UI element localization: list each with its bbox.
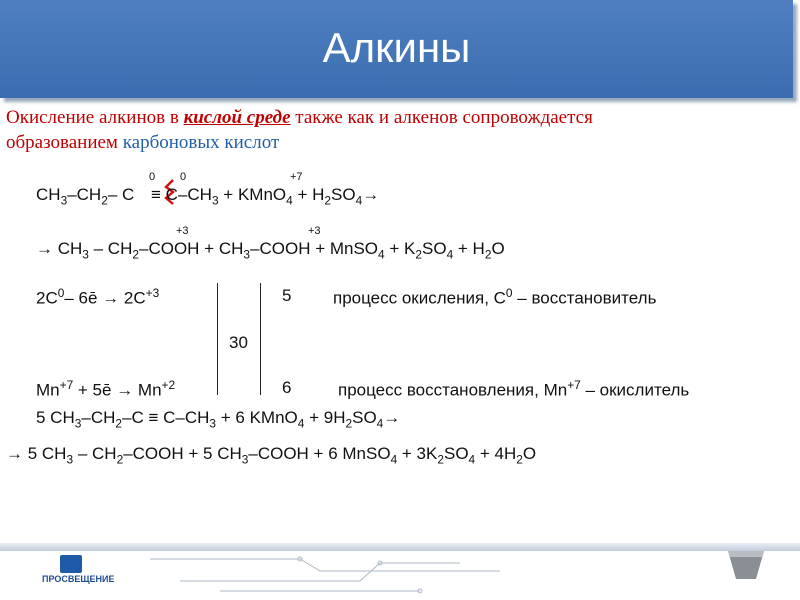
intro-line-1 [6,105,593,130]
formula-part: – CH [73,444,117,463]
formula-part: + 4H [475,444,517,463]
intro-emphasis: кислой среде [183,107,291,128]
subscript: 3 [66,452,74,467]
subscript: 4 [468,452,476,467]
formula-part: SO [331,185,356,204]
subscript: 3 [74,416,82,431]
description-part: – восстановитель [512,288,657,308]
superscript: +3 [145,286,160,300]
superscript: 0 [57,286,65,300]
arrow: → [383,408,401,427]
circuit-decoration [0,551,800,600]
subscript: 4 [376,416,384,431]
formula-part: + 9H [304,408,346,427]
reaction-1 [36,185,379,207]
formula-part: –COOH + 5 CH [123,444,242,463]
formula-part: + K [384,239,416,258]
formula-part: SO [422,239,447,258]
formula-part: –C ≡ C–CH [122,408,210,427]
triple-bond: ≡ [151,185,161,204]
subscript: 2 [345,416,353,431]
final-reactants [36,408,400,430]
formula-part: –CH [67,185,102,204]
intro-text-part: также как и алкенов сопровождается [290,107,593,128]
superscript: +7 [59,378,74,392]
formula-part: + H [453,239,485,258]
formula-part: –COOH + CH [139,239,244,258]
formula-part: + 6 KMnO [216,408,298,427]
publisher-logo-text: ПРОСВЕЩЕНИЕ [42,574,115,584]
subscript: 2 [101,193,108,208]
subscript: 4 [390,452,398,467]
description-part: – окислитель [580,380,690,400]
intro-line-2 [6,130,593,155]
subscript: 4 [355,193,363,208]
formula-part: O [522,444,537,463]
subscript: 2 [115,416,122,431]
subscript: 2 [484,247,492,262]
formula-part: O [491,239,505,258]
superscript: 0 [505,286,513,300]
subscript: 4 [286,193,293,208]
formula-part: – C [107,185,140,204]
intro-text [6,105,593,155]
description-part: процесс окисления, С [333,288,506,308]
superscript: +2 [161,378,176,392]
intro-highlight: карбоновых кислот [122,132,280,153]
formula-part: SO [352,408,377,427]
subscript: 2 [132,247,139,262]
formula-part: –COOH + MnSO [250,239,379,258]
subscript: 4 [446,247,454,262]
arrow: → [362,185,380,204]
subscript: 2 [516,452,523,467]
reduction-description [338,378,689,401]
ox-state: +3 [308,225,321,237]
logo-icon [60,555,82,573]
subscript: 3 [60,193,68,208]
balance-divider-right [260,283,261,395]
ox-state: +3 [176,225,189,237]
title-bar [0,0,793,98]
subscript: 3 [82,247,89,262]
subscript: 4 [378,247,385,262]
formula-part: SO [443,444,469,463]
oxidation-description [333,286,656,309]
formula-part: → CH [36,239,83,258]
formula-part: → 5 CH [6,444,67,463]
footer-band [0,543,800,551]
subscript: 2 [437,452,444,467]
formula-part: + 3K [397,444,438,463]
subscript: 2 [415,247,422,262]
formula-part: + 5ē → Mn [73,380,162,400]
formula-part: 2C [36,288,58,308]
formula-part: CH [36,185,61,204]
formula-part: – CH [88,239,133,258]
subscript: 3 [241,452,249,467]
balance-divider-left [217,283,218,395]
nav-trapezoid-button[interactable] [726,547,766,581]
subscript: 2 [116,452,124,467]
half-reaction-reduction [36,378,175,401]
ox-state: 0 [180,171,187,183]
ox-state: +7 [290,171,303,183]
subscript: 3 [243,247,251,262]
intro-text-part: образованием [6,132,123,153]
final-products [6,444,536,466]
formula-part: C–CH [160,185,212,204]
products-1 [36,239,505,261]
intro-text-part: Окисление алкинов в [6,107,184,128]
subscript: 2 [324,193,332,208]
half-reaction-oxidation [36,286,159,309]
description-part: процесс восстановления, Mn [338,380,568,400]
least-common-multiple: 30 [229,333,248,352]
subscript: 3 [211,193,219,208]
formula-part: – 6ē → 2C [64,288,146,308]
formula-part: –CH [81,408,116,427]
formula-part: 5 CH [36,408,75,427]
slide-title: Алкины [322,24,471,71]
superscript: +7 [567,378,581,392]
subscript: 3 [209,416,217,431]
ox-state: 0 [149,171,156,183]
oxidation-coefficient: 5 [282,286,292,305]
formula-part: + KMnO [218,185,287,204]
formula-part: –COOH + 6 MnSO [248,444,391,463]
formula-part: Mn [36,380,60,400]
reduction-coefficient: 6 [282,378,292,397]
formula-part: + H [292,185,325,204]
subscript: 4 [297,416,305,431]
